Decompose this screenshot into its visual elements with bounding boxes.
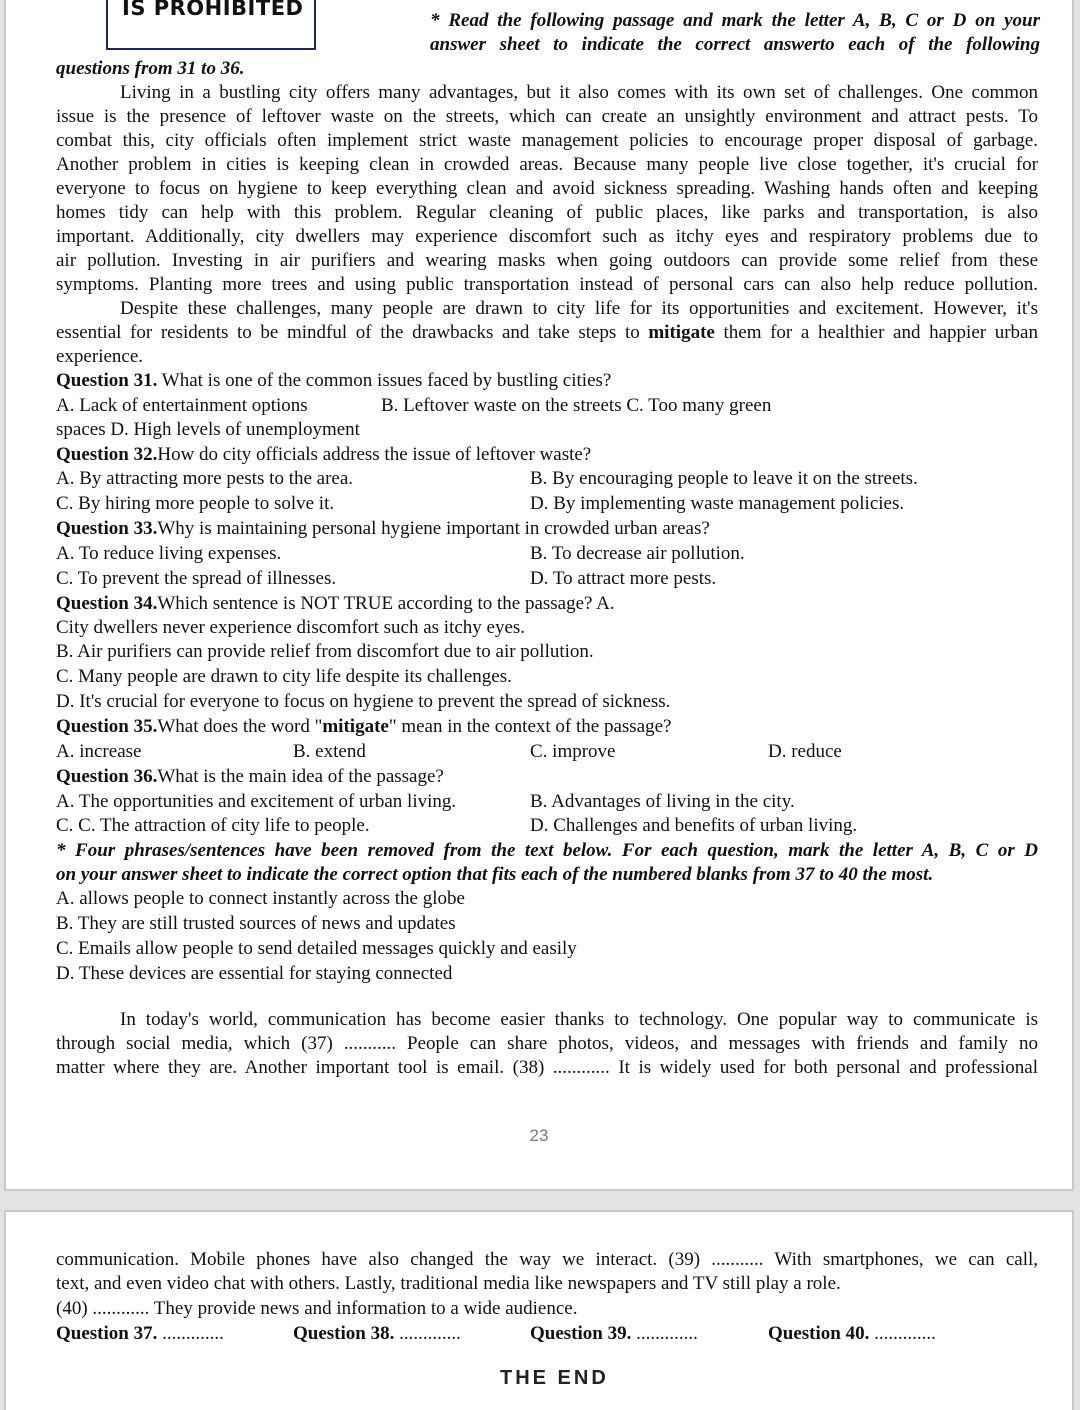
passage-line: symptoms. Planting more trees and using public transportation instead of personal cars can also help reduce pollution.	[56, 274, 1038, 295]
question-35: Question 35.What does the word "mitigate" mean in the context of the passage?	[56, 716, 672, 737]
q34-option-b: B. Air purifiers can provide relief from discomfort due to air pollution.	[56, 641, 594, 662]
passage-line: homes tidy can help with this problem. Regular cleaning of public places, like parks and transportation, is also	[56, 202, 1038, 223]
q32-option-c: C. By hiring more people to solve it.	[56, 493, 335, 514]
phrase-option-a: A. allows people to connect instantly across the globe	[56, 888, 465, 909]
q36-option-b: B. Advantages of living in the city.	[530, 791, 795, 812]
passage2-line: (40) ............ They provide news and information to a wide audience.	[56, 1298, 578, 1319]
q36-option-c: C. C. The attraction of city life to people.	[56, 815, 370, 836]
q33-option-c: C. To prevent the spread of illnesses.	[56, 568, 337, 589]
q31-option-a: A. Lack of entertainment options	[56, 395, 308, 416]
passage-line: important. Additionally, city dwellers may experience discomfort such as itchy eyes and respiratory problems due to	[56, 226, 1038, 247]
q34-option-a: City dwellers never experience discomfort such as itchy eyes.	[56, 617, 526, 638]
q36-option-d: D. Challenges and benefits of urban living.	[530, 815, 858, 836]
passage-line: essential for residents to be mindful of the drawbacks and take steps to mitigate them for a healthier and happier urban	[56, 322, 1038, 343]
instruction-line-3: questions from 31 to 36.	[56, 58, 245, 79]
q36-option-a: A. The opportunities and excitement of urban living.	[56, 791, 457, 812]
answer-37: Question 37. .............	[56, 1323, 224, 1344]
phrase-option-c: C. Emails allow people to send detailed messages quickly and easily	[56, 938, 577, 959]
q35-option-d: D. reduce	[768, 741, 842, 762]
answer-39: Question 39. .............	[530, 1323, 698, 1344]
q35-option-c: C. improve	[530, 741, 616, 762]
q35-option-b: B. extend	[293, 741, 366, 762]
q33-option-a: A. To reduce living expenses.	[56, 543, 282, 564]
q31-options-cd: spaces D. High levels of unemployment	[56, 419, 360, 440]
q33-option-d: D. To attract more pests.	[530, 568, 717, 589]
q35-option-a: A. increase	[56, 741, 142, 762]
q32-option-b: B. By encouraging people to leave it on the streets.	[530, 468, 918, 489]
passage-line: everyone to focus on hygiene to keep everything clean and avoid sickness spreading. Washing hands often and keeping	[56, 178, 1038, 199]
section2-instruction-line-1: * Four phrases/sentences have been removed from the text below. For each question, mark the letter A, B, C or D	[56, 840, 1038, 861]
passage2-line: communication. Mobile phones have also changed the way we interact. (39) ........... With smartphones, we can call,	[56, 1249, 1038, 1270]
question-32: Question 32.How do city officials address the issue of leftover waste?	[56, 444, 592, 465]
passage2-line: through social media, which (37) ........... People can share photos, videos, and messages with friends and family no	[56, 1033, 1038, 1054]
section2-instruction-line-2: on your answer sheet to indicate the correct option that fits each of the numbered blanks from 37 to 40 the most.	[56, 864, 934, 885]
passage-line: Despite these challenges, many people are drawn to city life for its opportunities and excitement. However, it's	[120, 298, 1038, 319]
passage2-line: text, and even video chat with others. Lastly, traditional media like newspapers and TV still play a role.	[56, 1273, 841, 1294]
instruction-line-1: * Read the following passage and mark the letter A, B, C or D on your	[430, 10, 1040, 31]
passage-line: Another problem in cities is keeping clean in crowded areas. Because many people live close together, it's crucial for	[56, 154, 1038, 175]
q34-option-d: D. It's crucial for everyone to focus on hygiene to prevent the spread of sickness.	[56, 691, 671, 712]
q32-option-a: A. By attracting more pests to the area.	[56, 468, 354, 489]
q33-option-b: B. To decrease air pollution.	[530, 543, 745, 564]
prohibited-box	[106, 0, 316, 50]
phrase-option-b: B. They are still trusted sources of news and updates	[56, 913, 456, 934]
passage-line: combat this, city officials often implement strict waste management policies to encourage proper disposal of garbage.	[56, 130, 1038, 151]
phrase-option-d: D. These devices are essential for staying connected	[56, 963, 453, 984]
page-24	[4, 1210, 1074, 1410]
keyword-mitigate: mitigate	[648, 322, 715, 343]
passage-line: issue is the presence of leftover waste on the streets, which can create an unsightly environment and attract pests. To	[56, 106, 1038, 127]
question-33: Question 33.Why is maintaining personal hygiene important in crowded urban areas?	[56, 518, 710, 539]
q31-options-bc: B. Leftover waste on the streets C. Too many green	[381, 395, 772, 416]
q32-option-d: D. By implementing waste management policies.	[530, 493, 905, 514]
question-31: Question 31. What is one of the common issues faced by bustling cities?	[56, 370, 612, 391]
question-34: Question 34.Which sentence is NOT TRUE according to the passage? A.	[56, 593, 615, 614]
answer-38: Question 38. .............	[293, 1323, 461, 1344]
page-23	[4, 0, 1074, 1191]
question-36: Question 36.What is the main idea of the passage?	[56, 766, 444, 787]
prohibited-label: IS PROHIBITED	[122, 0, 304, 20]
passage-line: Living in a bustling city offers many advantages, but it also comes with its own set of challenges. One common	[120, 82, 1038, 103]
passage-line: experience.	[56, 346, 144, 367]
passage2-line: In today's world, communication has become easier thanks to technology. One popular way to communicate is	[120, 1009, 1038, 1030]
answer-40: Question 40. .............	[768, 1323, 936, 1344]
instruction-line-2: answer sheet to indicate the correct answerto each of the following	[430, 34, 1040, 55]
passage2-line: matter where they are. Another important tool is email. (38) ............ It is widely used for both personal and professional	[56, 1057, 1038, 1078]
q34-option-c: C. Many people are drawn to city life despite its challenges.	[56, 666, 512, 687]
the-end-heading: THE END	[500, 1367, 609, 1389]
page-number: 23	[529, 1126, 549, 1145]
passage-line: air pollution. Investing in air purifiers and wearing masks when going outdoors can provide some relief from these	[56, 250, 1038, 271]
